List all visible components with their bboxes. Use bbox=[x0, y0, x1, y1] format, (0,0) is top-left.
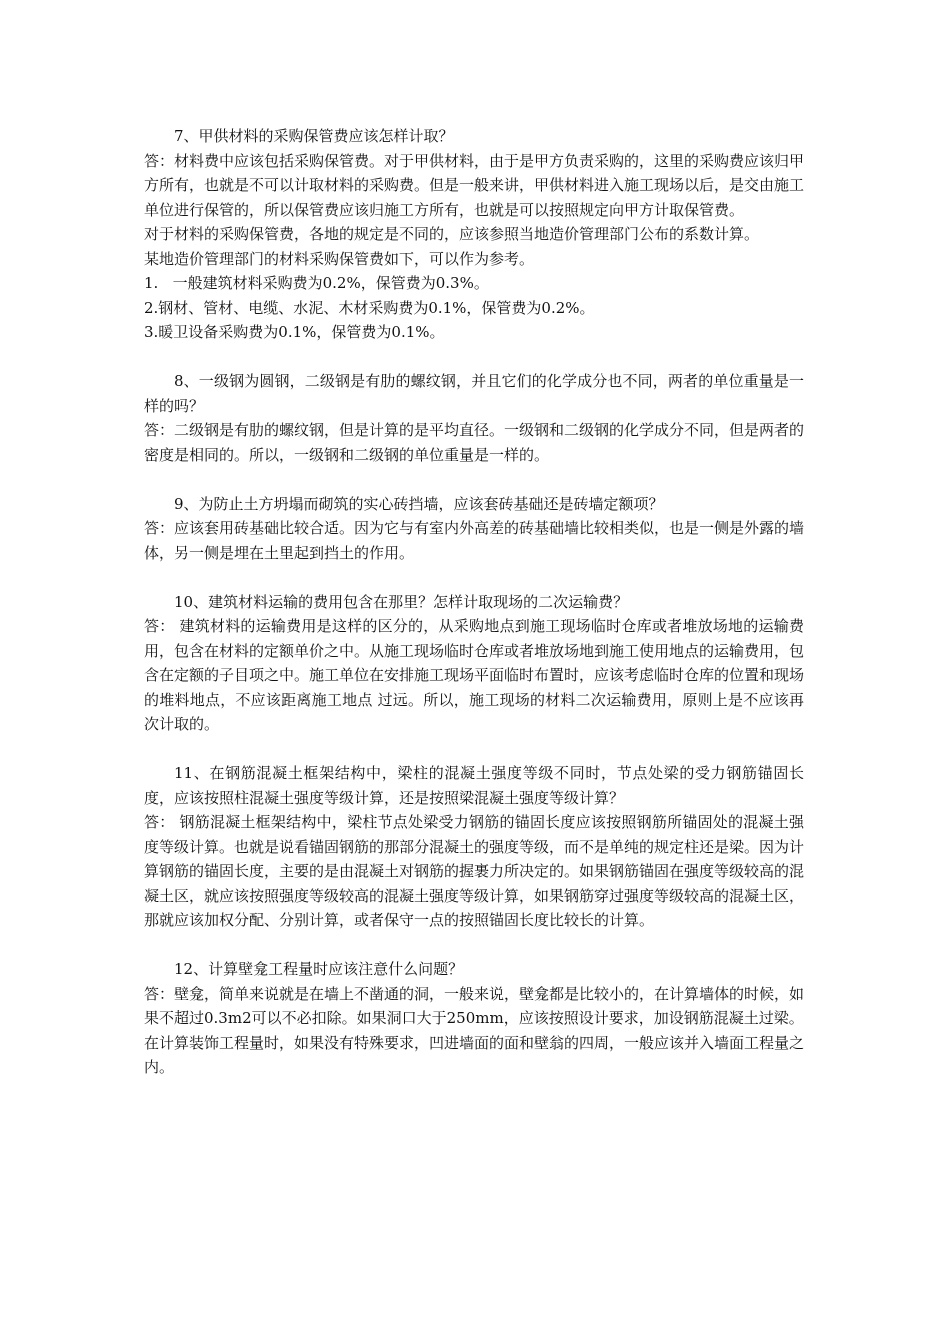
question-heading: 8、一级钢为圆钢，二级钢是有肋的螺纹钢，并且它们的化学成分也不同，两者的单位重量是一样的吗？ bbox=[144, 372, 804, 415]
document-body bbox=[144, 124, 804, 1104]
question-heading: 10、建筑材料运输的费用包含在那里？怎样计取现场的二次运输费？ bbox=[174, 592, 629, 611]
answer-paragraph: 答：壁龛，简单来说就是在墙上不凿通的洞，一般来说，壁龛都是比较小的，在计算墙体的时候，如果不超过0.3m2可以不必扣除。如果洞口大于250mm，应该按照设计要求，加设钢筋混凝土过梁。 bbox=[144, 984, 805, 1027]
qa-section-8 bbox=[144, 369, 804, 467]
answer-paragraph: 对于材料的采购保管费，各地的规定是不同的，应该参照当地造价管理部门公布的系数计算。 bbox=[144, 225, 760, 243]
answer-paragraph: 答：二级钢是有肋的螺纹钢，但是计算的是平均直径。一级钢和二级钢的化学成分不同，但是两者的密度是相同的。所以，一级钢和二级钢的单位重量是一样的。 bbox=[144, 421, 805, 464]
qa-section-9 bbox=[144, 492, 804, 566]
list-item: 2.钢材、管材、电缆、水泥、木材采购费为0.1%，保管费为0.2%。 bbox=[144, 298, 595, 317]
qa-section-7 bbox=[144, 124, 804, 345]
answer-paragraph: 答：应该套用砖基础比较合适。因为它与有室内外高差的砖基础墙比较相类似，也是一侧是外露的墙体，另一侧是埋在土里起到挡土的作用。 bbox=[144, 519, 805, 562]
question-heading: 9、为防止土方坍塌而砌筑的实心砖挡墙，应该套砖基础还是砖墙定额项？ bbox=[174, 494, 664, 513]
question-heading: 7、甲供材料的采购保管费应该怎样计取？ bbox=[174, 127, 454, 145]
list-item: 3.暖卫设备采购费为0.1%，保管费为0.1%。 bbox=[144, 323, 445, 341]
question-heading: 11、在钢筋混凝土框架结构中，梁柱的混凝土强度等级不同时，节点处梁的受力钢筋锚固长度，应该按照柱混凝土强度等级计算，还是按照梁混凝土强度等级计算？ bbox=[144, 764, 804, 807]
answer-paragraph: 某地造价管理部门的材料采购保管费如下，可以作为参考。 bbox=[144, 249, 535, 268]
qa-section-10 bbox=[144, 590, 804, 737]
answer-paragraph: 答：材料费中应该包括采购保管费。对于甲供材料，由于是甲方负责采购的，这里的采购费应该归甲方所有，也就是不可以计取材料的采购费。但是一般来讲，甲供材料进入施工现场以后，是交由施工单位进行保管的，所以保管费应该归施工方所有，也就是可以按照规定向甲方计取保管费。 bbox=[144, 151, 805, 219]
qa-section-11 bbox=[144, 761, 804, 933]
answer-paragraph: 答： 建筑材料的运输费用是这样的区分的，从采购地点到施工现场临时仓库或者堆放场地的运输费用，包含在材料的定额单价之中。从施工现场临时仓库或者堆放场地到施工使用地点的运输费用，包含在定额的子目项之中。施工单位在安排施工现场平面临时布置时，应该考虑临时仓库的位置和现场的堆料地点，不应该距离施工地点 过远。所以，施工现场的材料二次运输费用，原则上是不应该再次计取的。 bbox=[144, 617, 805, 733]
question-heading: 12、计算壁龛工程量时应该注意什么问题？ bbox=[174, 960, 464, 978]
list-item: 1. 一般建筑材料采购费为0.2%，保管费为0.3%。 bbox=[144, 274, 489, 292]
answer-paragraph: 在计算装饰工程量时，如果没有特殊要求，凹进墙面的面和壁翁的四周，一般应该并入墙面工程量之内。 bbox=[144, 1033, 805, 1076]
answer-paragraph: 答： 钢筋混凝土框架结构中，梁柱节点处梁受力钢筋的锚固长度应该按照钢筋所锚固处的混凝土强度等级计算。也就是说看锚固钢筋的那部分混凝土的强度等级，而不是单纯的规定柱还是梁。因为计算钢筋的锚固长度，主要的是由混凝土对钢筋的握裹力所决定的。如果钢筋锚固在强度等级较高的混凝土区，就应该按照强度等级较高的混凝土强度等级计算，如果钢筋穿过强度等级较高的混凝土区，那就应该加权分配、分别计算，或者保守一点的按照锚固长度比较长的计算。 bbox=[144, 813, 805, 929]
qa-section-12 bbox=[144, 957, 804, 1080]
